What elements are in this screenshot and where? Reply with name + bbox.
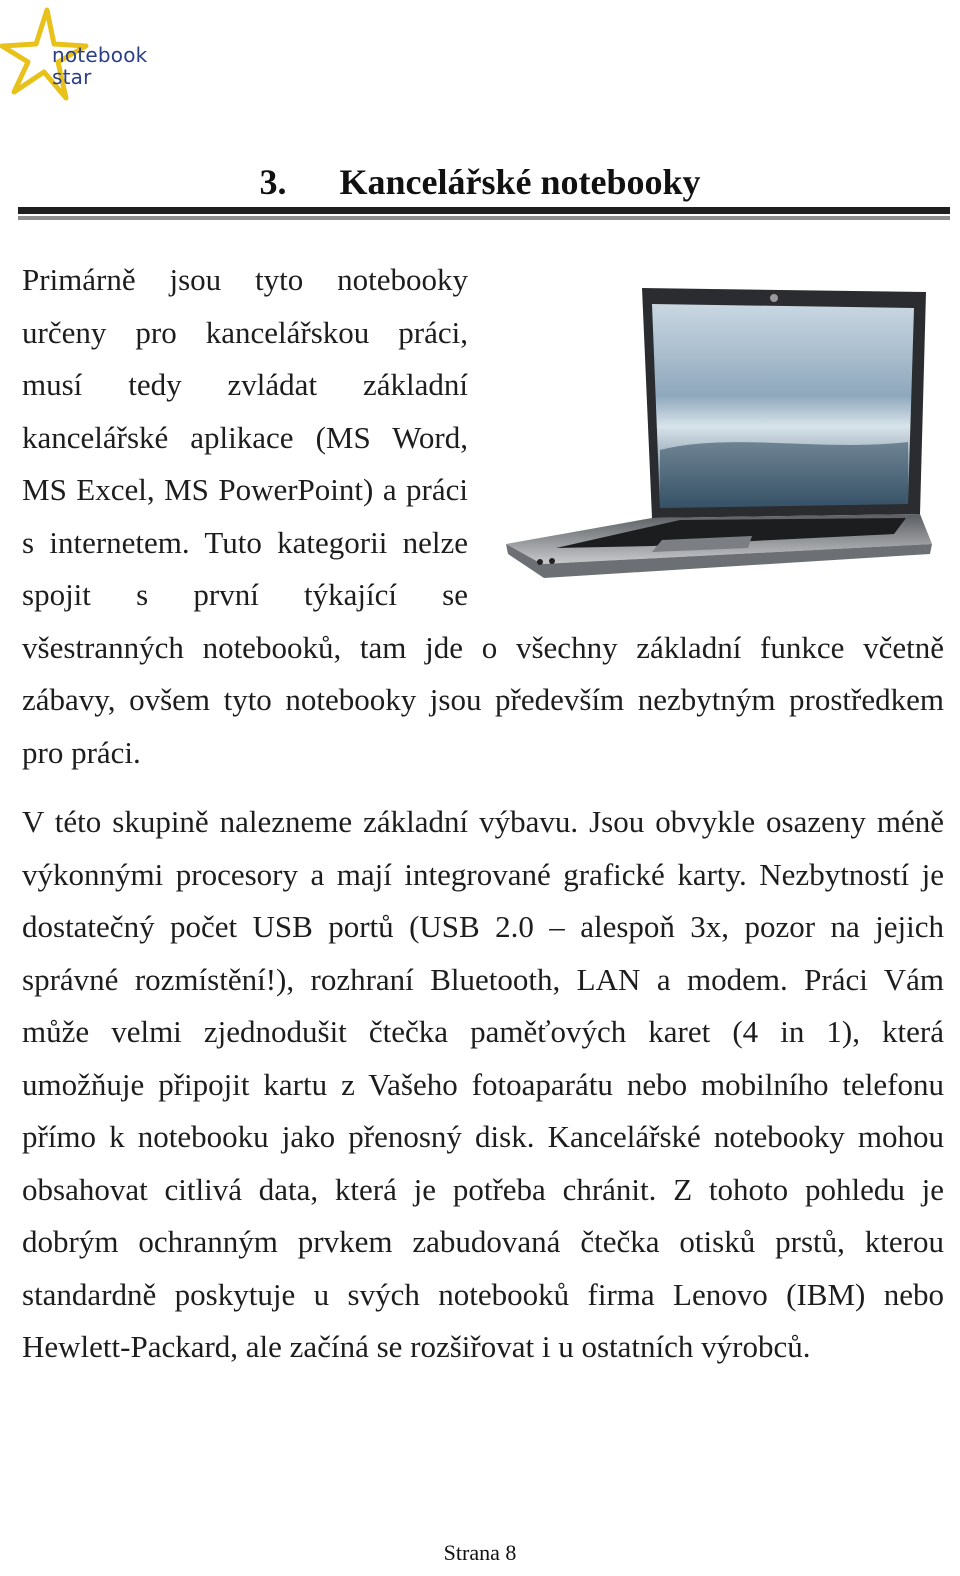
section-title: Kancelářské notebooky [339,162,701,202]
section-number: 3. [259,162,287,202]
heading-rule-dark [18,207,950,214]
heading-rule-light [18,216,950,220]
section-heading [0,160,960,204]
image-float-spacer [468,254,944,610]
page-number: Strana 8 [443,1540,517,1565]
paragraph-equipment: V této skupině nalezneme základní výbavu. Jsou obvykle osazeny méně výkonnými procesory a mají integrované grafické karty. Nezbytností je dostatečný počet USB portů (USB 2.0 – alespoň 3x, pozor na jejich správné rozmístění!), rozhraní Bluetooth, LAN a modem. Práci Vám může velmi zjednodušit čtečka paměťových karet (4 in 1), která umožňuje připojit kartu z Vašeho fotoaparátu nebo mobilního telefonu přímo k notebooku jako přenosný disk. Kancelářské notebooky mohou obsahovat citlivá data, která je potřeba chránit. Z tohoto pohledu je dobrým ochranným prvkem zabudovaná čtečka otisků prstů, kterou standardně poskytuje u svých notebooků firma Lenovo (IBM) nebo Hewlett-Packard, ale začíná se rozšiřovat i u ostatních výrobců. [22,804,944,1364]
logo-text [52,44,147,88]
logo [0,6,160,110]
logo-line-2: star [52,65,92,89]
logo-line-1: notebook [52,43,148,67]
paragraph-intro: Primárně jsou tyto notebooky určeny pro kancelářskou práci, musí tedy zvládat základní kancelářské aplikace (MS Word, MS Excel, MS PowerPoint) a práci s internetem. Tuto kategorii nelze spojit s první týkající se všestranných notebooků, tam jde o všechny základní funkce včetně zábavy, ovšem tyto notebooky jsou především nezbytným prostředkem pro práci. [22,254,944,779]
